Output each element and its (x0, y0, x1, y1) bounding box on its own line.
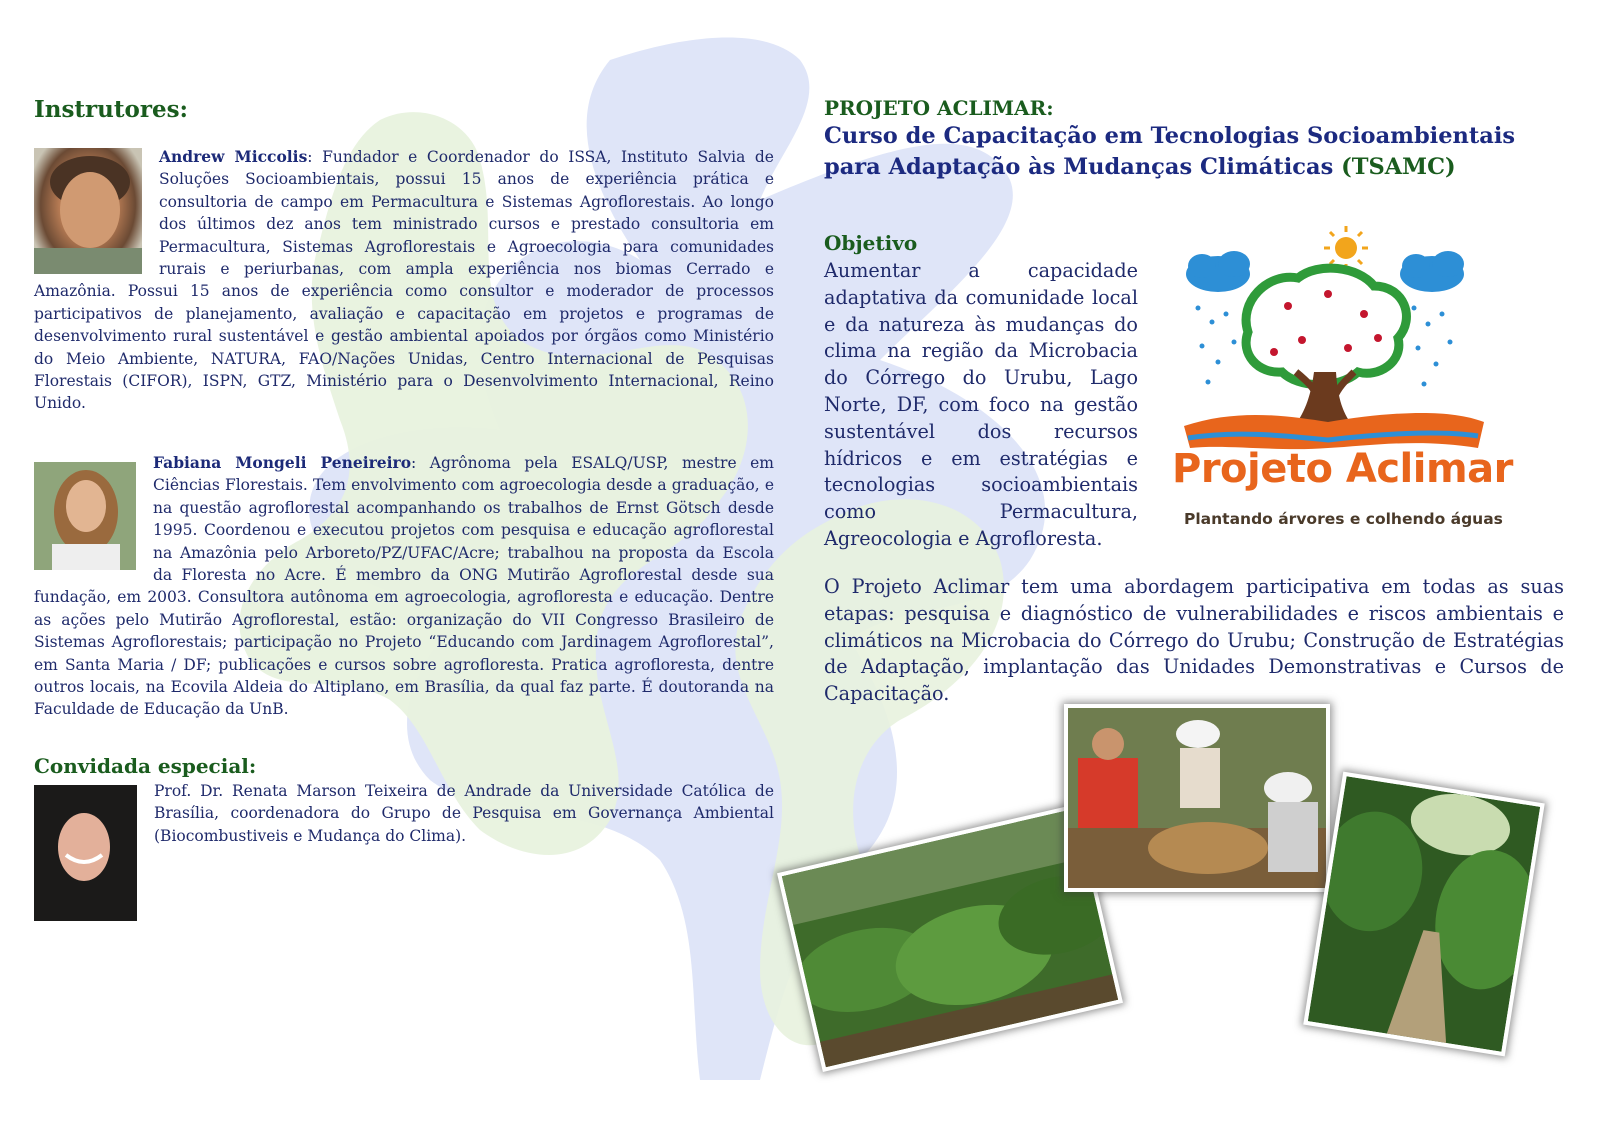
course-acronym: (TSAMC) (1341, 154, 1456, 180)
instructors-heading: Instrutores: (34, 96, 189, 123)
objective-text: Aumentar a capacidade adaptativa da comunidade local e da natureza às mudanças do clima na região da Microbacia do Córrego do Urubu, Lago Norte, DF, com foco na gestão sustentável dos recursos hídricos e em estratégias e tecnologias socioambientais como Permacultura, Agreocologia e Agrofloresta. (824, 259, 1138, 550)
objective-heading: Objetivo (824, 231, 918, 255)
workshop-people-photo (1068, 708, 1326, 888)
logo-tagline: Plantando árvores e colhendo águas (1184, 510, 1503, 528)
guest-text: Prof. Dr. Renata Marson Teixeira de Andrade da Universidade Católica de Brasília, coordenadora do Grupo de Pesquisa em Governança Ambiental (Biocombustiveis e Mudança do Clima). (154, 782, 774, 845)
fabiana-bio: : Agrônoma pela ESALQ/USP, mestre em Ciências Florestais. Tem envolvimento com agroecologia desde a graduação, e na questão agroflorestal acompanhando os trabalhos de Ernst Götsch desde 1995. Coordenou e executou projetos com pesquisa e educação agroflorestal na Amazônia pelo Arboreto/PZ/UFAC/Acre; trabalhou na proposta da Escola da Floresta no Acre. É membro da ONG Mutirão Agroflorestal desde sua fundação, em 2003. Consultora autônoma em agroecologia, agrofloresta e educação. Dentre as ações pelo Mutirão Agroflorestal, estão: organização do VII Congresso Brasileiro de Sistemas Agroflorestais; participação no Projeto “Educando com Jardinagem Agroflorestal”, em Santa Maria / DF; publicações e cursos sobre agrofloresta. Pratica agrofloresta, dentre outros locais, na Ecovila Aldeia do Altiplano, em Brasília, da qual faz parte. É doutoranda na Faculdade de Educação da UnB. (34, 454, 775, 719)
instructor-andrew-section (34, 146, 774, 415)
forest-trail-photo-icon (1308, 776, 1540, 1052)
renata-photo (34, 785, 137, 921)
guest-section (34, 780, 774, 925)
andrew-photo (34, 148, 142, 274)
andrew-portrait-icon (34, 148, 142, 274)
fabiana-photo (34, 462, 136, 570)
course-title (824, 121, 1564, 183)
renata-portrait-icon (34, 785, 137, 921)
forest-trail-photo (1308, 776, 1540, 1052)
participation-text: O Projeto Aclimar tem uma abordagem participativa em todas as suas etapas: pesquisa e diagnóstico de vulnerabilidades e riscos ambientais e climáticos na Microbacia do Córrego do Urubu; Construção de Estratégias de Adaptação, implantação das Unidades Demonstrativas e Cursos de Capacitação. (824, 575, 1564, 706)
guest-heading: Convidada especial: (34, 754, 257, 778)
andrew-bio: : Fundador e Coordenador do ISSA, Instituto Salvia de Soluções Socioambientais, possui 15 anos de experiência prática e consultoria de campo em Permacultura e Sistemas Agroflorestais. Ao longo dos últimos dez anos tem ministrado cursos e prestado consultoria em Permacultura, Sistemas Agroflorestais e Agroecologia para comunidades rurais e periurbanas, com ampla experiência nos biomas Cerrado e Amazônia. Possui 15 anos de experiência como consultor e moderador de processos participativos de planejamento, avaliação e capacitação em projetos e programas de desenvolvimento rural sustentável e gestão ambiental apoiados por órgãos como Ministério do Meio Ambiente, NATURA, FAO/Nações Unidas, Centro Internacional de Pesquisas Florestais (CIFOR), ISPN, GTZ, Ministério para o Desenvolvimento Internacional, Reino Unido. (34, 148, 774, 413)
workshop-people-photo-icon (1068, 708, 1326, 888)
andrew-name: Andrew Miccolis (159, 147, 308, 166)
projeto-aclimar-logo (1172, 222, 1523, 540)
project-label: PROJETO ACLIMAR: (824, 96, 1054, 120)
course-title-text: Curso de Capacitação em Tecnologias Socioambientais para Adaptação às Mudanças Climáticas (824, 123, 1516, 180)
fabiana-name: Fabiana Mongeli Peneireiro (153, 453, 412, 472)
instructor-fabiana-section (34, 452, 774, 721)
logo-title: Projeto Aclimar (1172, 446, 1513, 492)
tree-rain-logo-icon (1178, 222, 1523, 472)
fabiana-portrait-icon (34, 462, 136, 570)
